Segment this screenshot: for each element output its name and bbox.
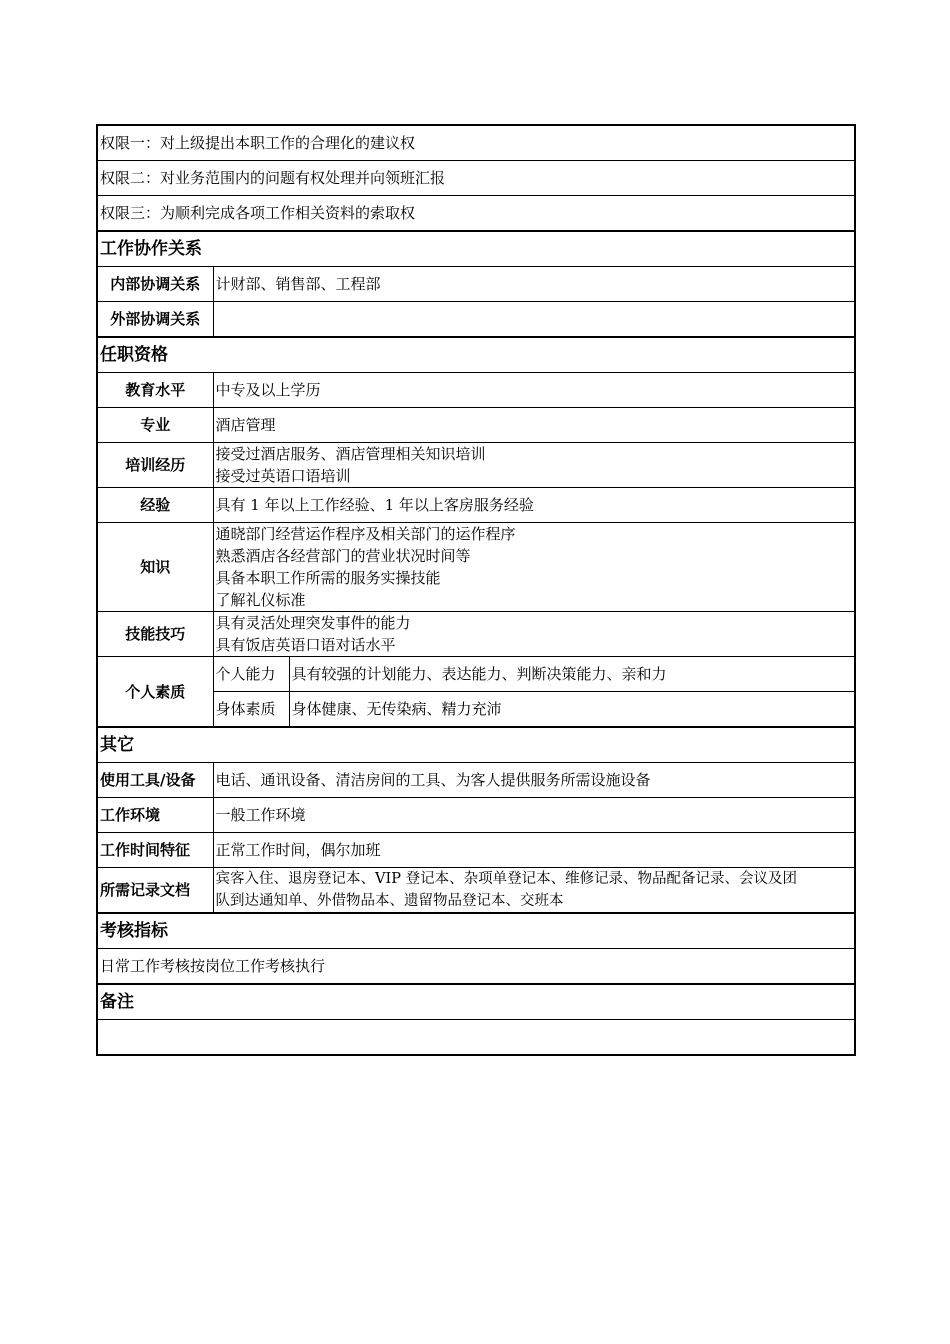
section-title-other: 其它 bbox=[97, 727, 855, 763]
work-time-label: 工作时间特征 bbox=[97, 833, 213, 868]
external-coordination-label: 外部协调关系 bbox=[97, 302, 213, 338]
knowledge-line-4: 了解礼仪标准 bbox=[215, 591, 306, 609]
assessment-row bbox=[97, 949, 855, 985]
section-cooperation bbox=[97, 231, 855, 267]
records-label: 所需记录文档 bbox=[97, 868, 213, 914]
skills-value bbox=[213, 612, 855, 657]
knowledge-label: 知识 bbox=[97, 523, 213, 612]
knowledge-line-2: 熟悉酒店各经营部门的营业状况时间等 bbox=[215, 547, 471, 565]
personal-ability-value: 具有较强的计划能力、表达能力、判断决策能力、亲和力 bbox=[289, 657, 855, 692]
knowledge-line-3: 具备本职工作所需的服务实操技能 bbox=[215, 569, 441, 587]
authority-row-2 bbox=[97, 161, 855, 196]
training-row bbox=[97, 443, 855, 488]
section-assessment bbox=[97, 913, 855, 949]
education-value: 中专及以上学历 bbox=[213, 373, 855, 408]
assessment-value: 日常工作考核按岗位工作考核执行 bbox=[97, 949, 855, 985]
skills-row bbox=[97, 612, 855, 657]
skills-label: 技能技巧 bbox=[97, 612, 213, 657]
training-line-2: 接受过英语口语培训 bbox=[215, 467, 351, 485]
section-title-cooperation: 工作协作关系 bbox=[97, 231, 855, 267]
job-description-sheet bbox=[96, 124, 854, 1056]
major-row bbox=[97, 408, 855, 443]
records-line-1: 宾客入住、退房登记本、VIP 登记本、杂项单登记本、维修记录、物品配备记录、会议及团 bbox=[215, 871, 798, 887]
internal-coordination-label: 内部协调关系 bbox=[97, 267, 213, 302]
skills-line-1: 具有灵活处理突发事件的能力 bbox=[215, 614, 411, 632]
work-time-row bbox=[97, 833, 855, 868]
work-environment-row bbox=[97, 798, 855, 833]
authority-row-1 bbox=[97, 125, 855, 161]
knowledge-value bbox=[213, 523, 855, 612]
tools-label: 使用工具/设备 bbox=[97, 763, 213, 798]
education-row bbox=[97, 373, 855, 408]
experience-row bbox=[97, 488, 855, 523]
external-coordination-value bbox=[213, 302, 855, 338]
authority-item-2: 权限二：对业务范围内的问题有权处理并向领班汇报 bbox=[97, 161, 855, 196]
remarks-row bbox=[97, 1020, 855, 1056]
section-other bbox=[97, 727, 855, 763]
records-line-2: 队到达通知单、外借物品本、遗留物品登记本、交班本 bbox=[215, 893, 564, 909]
work-environment-value: 一般工作环境 bbox=[213, 798, 855, 833]
personal-ability-label: 个人能力 bbox=[213, 657, 289, 692]
knowledge-row bbox=[97, 523, 855, 612]
training-label: 培训经历 bbox=[97, 443, 213, 488]
education-label: 教育水平 bbox=[97, 373, 213, 408]
section-remarks bbox=[97, 984, 855, 1020]
work-time-value: 正常工作时间，偶尔加班 bbox=[213, 833, 855, 868]
training-value bbox=[213, 443, 855, 488]
knowledge-line-1: 通晓部门经营运作程序及相关部门的运作程序 bbox=[215, 525, 516, 543]
section-title-assessment: 考核指标 bbox=[97, 913, 855, 949]
job-description-table bbox=[96, 124, 856, 1056]
major-label: 专业 bbox=[97, 408, 213, 443]
remarks-value bbox=[97, 1020, 855, 1056]
major-value: 酒店管理 bbox=[213, 408, 855, 443]
records-row bbox=[97, 868, 855, 914]
training-line-1: 接受过酒店服务、酒店管理相关知识培训 bbox=[215, 445, 486, 463]
tools-value: 电话、通讯设备、清洁房间的工具、为客人提供服务所需设施设备 bbox=[213, 763, 855, 798]
skills-line-2: 具有饭店英语口语对话水平 bbox=[215, 636, 396, 654]
external-coordination-row bbox=[97, 302, 855, 338]
section-title-remarks: 备注 bbox=[97, 984, 855, 1020]
section-qualifications bbox=[97, 337, 855, 373]
personal-ability-row bbox=[97, 657, 855, 692]
personal-quality-label: 个人素质 bbox=[97, 657, 213, 728]
experience-label: 经验 bbox=[97, 488, 213, 523]
authority-item-3: 权限三：为顺利完成各项工作相关资料的索取权 bbox=[97, 196, 855, 232]
tools-row bbox=[97, 763, 855, 798]
section-title-qualifications: 任职资格 bbox=[97, 337, 855, 373]
records-value bbox=[213, 868, 855, 914]
authority-item-1: 权限一：对上级提出本职工作的合理化的建议权 bbox=[97, 125, 855, 161]
physical-quality-label: 身体素质 bbox=[213, 692, 289, 728]
internal-coordination-value: 计财部、销售部、工程部 bbox=[213, 267, 855, 302]
work-environment-label: 工作环境 bbox=[97, 798, 213, 833]
physical-quality-value: 身体健康、无传染病、精力充沛 bbox=[289, 692, 855, 728]
authority-row-3 bbox=[97, 196, 855, 232]
experience-value: 具有 1 年以上工作经验、1 年以上客房服务经验 bbox=[213, 488, 855, 523]
internal-coordination-row bbox=[97, 267, 855, 302]
